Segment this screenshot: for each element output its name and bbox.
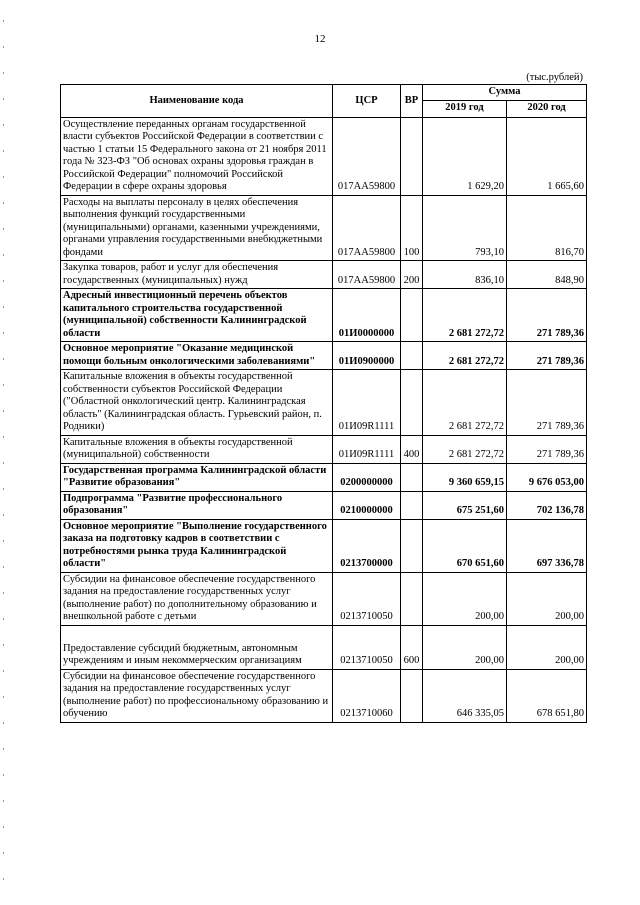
row-vr [401,342,423,370]
row-2020: 271 789,36 [507,370,587,436]
row-csr: 017АА59800 [333,261,401,289]
row-2020: 678 651,80 [507,669,587,722]
scan-edge-mark [3,436,4,438]
table-row [61,342,587,370]
row-csr: 01И0900000 [333,342,401,370]
row-vr [401,669,423,722]
row-name: Предоставление субсидий бюджетным, автономным учреждениям и иным некоммерческим организациям [61,625,333,669]
table-row [61,669,587,722]
scan-edge-mark [3,800,4,802]
scan-edge-mark [3,566,4,568]
col-header-2019: 2019 год [423,100,507,117]
row-csr: 0200000000 [333,463,401,491]
row-name: Адресный инвестиционный перечень объектов капитального строительства государственной (муниципальной) собственности Калининградской области [61,289,333,342]
row-vr [401,519,423,572]
table-row [61,435,587,463]
table-row [61,519,587,572]
table-row [61,117,587,195]
scan-edge-mark [3,696,4,698]
row-2019: 2 681 272,72 [423,370,507,436]
row-2020: 200,00 [507,572,587,625]
row-name: Государственная программа Калининградской области "Развитие образования" [61,463,333,491]
row-2019: 200,00 [423,572,507,625]
row-vr: 200 [401,261,423,289]
row-name: Субсидии на финансовое обеспечение государственного задания на предоставление государственных услуг (выполнение работ) по дополнительному образованию и внешкольной работе с детьми [61,572,333,625]
row-2019: 836,10 [423,261,507,289]
row-vr [401,370,423,436]
row-vr [401,572,423,625]
table-row [61,572,587,625]
row-csr: 0210000000 [333,491,401,519]
row-2019: 2 681 272,72 [423,342,507,370]
scan-edge-mark [3,592,4,594]
scan-edge-mark [3,826,4,828]
scan-edge-mark [3,670,4,672]
scan-edge-mark [3,852,4,854]
row-2019: 646 335,05 [423,669,507,722]
row-2019: 670 651,60 [423,519,507,572]
row-2019: 200,00 [423,625,507,669]
scan-edge-mark [3,46,4,48]
scan-edge-mark [3,280,4,282]
row-2019: 793,10 [423,195,507,261]
row-2020: 848,90 [507,261,587,289]
scan-edge-mark [3,98,4,100]
table-row [61,195,587,261]
row-csr: 017АА59800 [333,117,401,195]
row-2019: 2 681 272,72 [423,289,507,342]
table-row [61,261,587,289]
scan-edge-mark [3,332,4,334]
scan-edge-mark [3,878,4,880]
row-2020: 702 136,78 [507,491,587,519]
row-name: Закупка товаров, работ и услуг для обеспечения государственных (муниципальных) нужд [61,261,333,289]
row-name: Подпрограмма "Развитие профессионального образования" [61,491,333,519]
row-2020: 9 676 053,00 [507,463,587,491]
scan-edge-mark [3,540,4,542]
row-name: Осуществление переданных органам государственной власти субъектов Российской Федерации в соответствии с частью 1 статьи 15 Федерального закона от 21 ноября 2011 года № 323-ФЗ "Об основах охраны здоровья граждан в Российской Федерации" полномочий Российской Федерации в сфере охраны здоровья [61,117,333,195]
scan-edge-mark [3,176,4,178]
row-csr: 01И0000000 [333,289,401,342]
col-header-vr: ВР [401,85,423,118]
row-2019: 2 681 272,72 [423,435,507,463]
scan-edge-mark [3,410,4,412]
row-vr [401,491,423,519]
scan-edge-mark [3,774,4,776]
units-label: (тыс.рублей) [526,72,583,83]
row-csr: 0213710050 [333,572,401,625]
row-2020: 271 789,36 [507,289,587,342]
scan-edge-mark [3,150,4,152]
row-csr: 0213710050 [333,625,401,669]
col-header-2020: 2020 год [507,100,587,117]
scan-edge-mark [3,124,4,126]
scan-edge-marks [3,0,5,905]
col-header-csr: ЦСР [333,85,401,118]
scan-edge-mark [3,254,4,256]
table-row [61,289,587,342]
table-row [61,370,587,436]
scan-edge-mark [3,462,4,464]
row-name: Капитальные вложения в объекты государственной собственности субъектов Российской Федерации ("Областной онкологический центр. Калининградская область" (Калининградская область. Гурьевский район, п. Родники) [61,370,333,436]
scan-edge-mark [3,722,4,724]
scan-edge-mark [3,618,4,620]
row-csr: 0213710060 [333,669,401,722]
scan-edge-mark [3,228,4,230]
row-2019: 675 251,60 [423,491,507,519]
row-name: Основное мероприятие "Выполнение государственного заказа на подготовку кадров в соответствии с потребностями рынка труда Калининградской области" [61,519,333,572]
scan-edge-mark [3,202,4,204]
row-2019: 9 360 659,15 [423,463,507,491]
row-vr [401,289,423,342]
row-name: Основное мероприятие "Оказание медицинской помощи больным онкологическими заболеваниями" [61,342,333,370]
row-vr: 400 [401,435,423,463]
row-2020: 1 665,60 [507,117,587,195]
row-2020: 271 789,36 [507,342,587,370]
row-vr [401,463,423,491]
row-2019: 1 629,20 [423,117,507,195]
page-number: 12 [314,33,326,45]
col-header-sum: Сумма [423,85,587,101]
row-name: Расходы на выплаты персоналу в целях обеспечения выполнения функций государственными (муниципальными) органами, казенными учреждениями, органами управления государственными внебюджетными фондами [61,195,333,261]
row-name: Капитальные вложения в объекты государственной (муниципальной) собственности [61,435,333,463]
row-csr: 01И09R1111 [333,435,401,463]
scan-edge-mark [3,514,4,516]
row-2020: 816,70 [507,195,587,261]
row-2020: 697 336,78 [507,519,587,572]
row-csr: 01И09R1111 [333,370,401,436]
table-row [61,625,587,669]
row-2020: 200,00 [507,625,587,669]
row-csr: 0213700000 [333,519,401,572]
scan-edge-mark [3,488,4,490]
table-row [61,463,587,491]
scan-edge-mark [3,644,4,646]
scan-edge-mark [3,20,4,22]
scan-edge-mark [3,306,4,308]
row-csr: 017АА59800 [333,195,401,261]
table-row [61,491,587,519]
row-name: Субсидии на финансовое обеспечение государственного задания на предоставление государственных услуг (выполнение работ) по профессиональному образованию и обучению [61,669,333,722]
row-vr: 600 [401,625,423,669]
scan-edge-mark [3,384,4,386]
row-vr [401,117,423,195]
scan-edge-mark [3,748,4,750]
row-vr: 100 [401,195,423,261]
scan-edge-mark [3,358,4,360]
scan-edge-mark [3,72,4,74]
budget-table [60,84,587,723]
row-2020: 271 789,36 [507,435,587,463]
col-header-name: Наименование кода [61,85,333,118]
